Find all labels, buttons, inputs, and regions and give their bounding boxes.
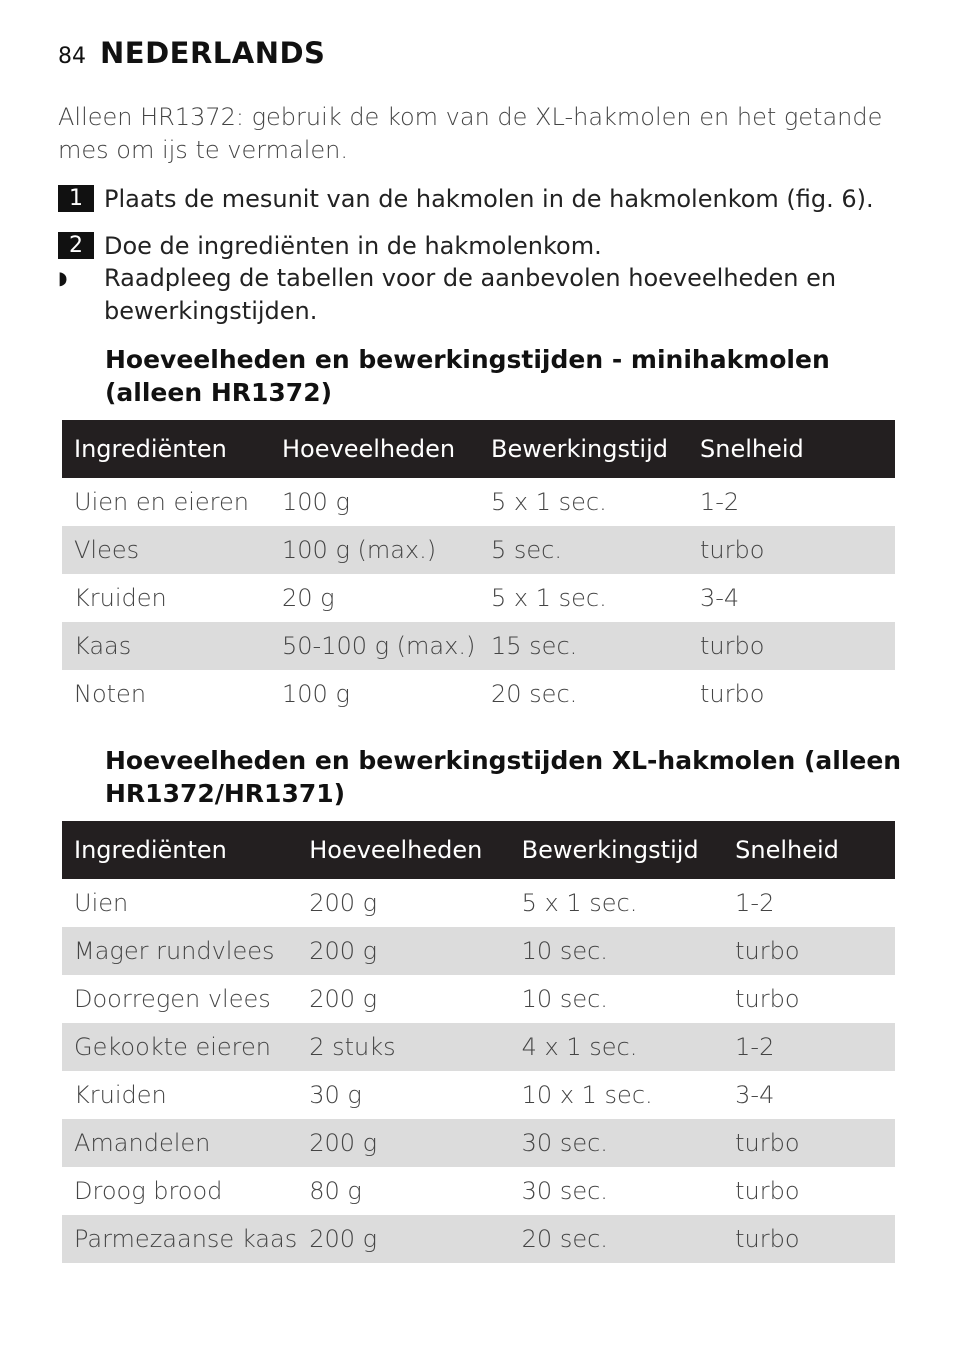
table-cell: 30 sec. [521, 1177, 608, 1205]
table-cell: Parmezaanse kaas [62, 1215, 297, 1263]
table-cell: 5 x 1 sec. [491, 584, 607, 612]
table-cell: 200 g [309, 985, 378, 1013]
triangle-bullet-icon: ◗ [58, 268, 68, 289]
table-cell: turbo [735, 1177, 800, 1205]
table-cell: 20 sec. [510, 1215, 723, 1263]
step-number-badge: 2 [58, 232, 94, 259]
table-cell: turbo [723, 1215, 895, 1263]
table-cell: 4 x 1 sec. [510, 1023, 723, 1071]
table-cell: Kruiden [74, 1081, 167, 1109]
table2-title: Hoeveelheden en bewerkingstijden XL-hakmolen (alleen HR1372/HR1371) [105, 746, 902, 808]
table-cell: turbo [723, 927, 895, 975]
table-cell: 10 sec. [521, 985, 608, 1013]
table-cell: Vlees [62, 526, 270, 574]
table-row [62, 1119, 895, 1167]
column-header: Snelheid [723, 821, 895, 879]
table1-title: Hoeveelheden en bewerkingstijden - minihakmolen (alleen HR1372) [105, 345, 830, 407]
table-row [62, 622, 895, 670]
table-cell: Mager rundvlees [62, 927, 297, 975]
table-cell: 100 g [282, 680, 350, 708]
step-number-badge: 1 [58, 185, 94, 212]
table-cell: turbo [688, 622, 895, 670]
table-cell: 200 g [297, 1119, 509, 1167]
table-cell: 200 g [309, 889, 378, 917]
table-cell: Kruiden [74, 584, 167, 612]
bullet-note [58, 262, 918, 328]
table-cell: 10 x 1 sec. [521, 1081, 653, 1109]
table-cell: 3-4 [735, 1081, 775, 1109]
table-cell: 50-100 g (max.) [270, 622, 479, 670]
table-cell: 15 sec. [479, 622, 688, 670]
table-cell: Kaas [62, 622, 270, 670]
table-row [62, 879, 895, 927]
intro-paragraph: Alleen HR1372: gebruik de kom van de XL-hakmolen en het getande mes om ijs te vermalen. [58, 103, 883, 164]
table-cell: Doorregen vlees [74, 985, 271, 1013]
table-row [62, 1071, 895, 1119]
table-row [62, 1023, 895, 1071]
table-cell: 1-2 [723, 1023, 895, 1071]
table-row [62, 574, 895, 622]
table-cell: turbo [688, 526, 895, 574]
column-header: Bewerkingstijd [479, 420, 688, 478]
table-cell: 30 sec. [510, 1119, 723, 1167]
table-cell: Gekookte eieren [62, 1023, 297, 1071]
table-cell: Droog brood [74, 1177, 223, 1205]
table-cell: 5 x 1 sec. [491, 488, 607, 516]
table-cell: 10 sec. [510, 927, 723, 975]
table-row [62, 1215, 895, 1263]
table-cell: 20 sec. [491, 680, 578, 708]
table-row [62, 1167, 895, 1215]
table-cell: 200 g [297, 1215, 509, 1263]
table-cell: turbo [735, 985, 800, 1013]
table-cell: Uien [74, 889, 129, 917]
column-header: Ingrediënten [62, 420, 270, 478]
column-header: Snelheid [688, 420, 895, 478]
table-cell: 1-2 [735, 889, 775, 917]
bullet-text: Raadpleeg de tabellen voor de aanbevolen hoeveelheden en bewerkingstijden. [104, 264, 837, 325]
column-header: Hoeveelheden [297, 821, 509, 879]
table-row [62, 975, 895, 1023]
table-cell: Uien en eieren [74, 488, 249, 516]
table-cell: 1-2 [700, 488, 740, 516]
table-cell: 5 sec. [479, 526, 688, 574]
table-cell: 20 g [282, 584, 335, 612]
step-text: Doe de ingrediënten in de hakmolenkom. [104, 232, 602, 260]
table-cell: Noten [74, 680, 147, 708]
table-cell: 100 g [282, 488, 350, 516]
table-cell: 30 g [309, 1081, 362, 1109]
table-row [62, 526, 895, 574]
column-header: Bewerkingstijd [510, 821, 723, 879]
step-text: Plaats de mesunit van de hakmolen in de hakmolenkom (fig. 6). [104, 185, 874, 213]
step-1 [58, 183, 918, 216]
step-2 [58, 230, 918, 263]
table-cell: Amandelen [62, 1119, 297, 1167]
page-title: NEDERLANDS [100, 36, 326, 70]
table-header-row [62, 821, 895, 879]
column-header: Ingrediënten [62, 821, 297, 879]
table-row [62, 478, 895, 526]
table-row [62, 670, 895, 718]
table-cell: 5 x 1 sec. [521, 889, 638, 917]
table-cell: 100 g (max.) [270, 526, 479, 574]
table-cell: turbo [700, 680, 765, 708]
table-cell: turbo [723, 1119, 895, 1167]
table-cell: 80 g [309, 1177, 362, 1205]
table-row [62, 927, 895, 975]
table-cell: 3-4 [700, 584, 740, 612]
table-header-row [62, 420, 895, 478]
xl-hakmolen-table [62, 821, 895, 1263]
column-header: Hoeveelheden [270, 420, 479, 478]
table-cell: 2 stuks [297, 1023, 509, 1071]
page-header [58, 36, 325, 70]
minihakmolen-table [62, 420, 895, 718]
table-cell: 200 g [297, 927, 509, 975]
page-number: 84 [58, 44, 86, 69]
